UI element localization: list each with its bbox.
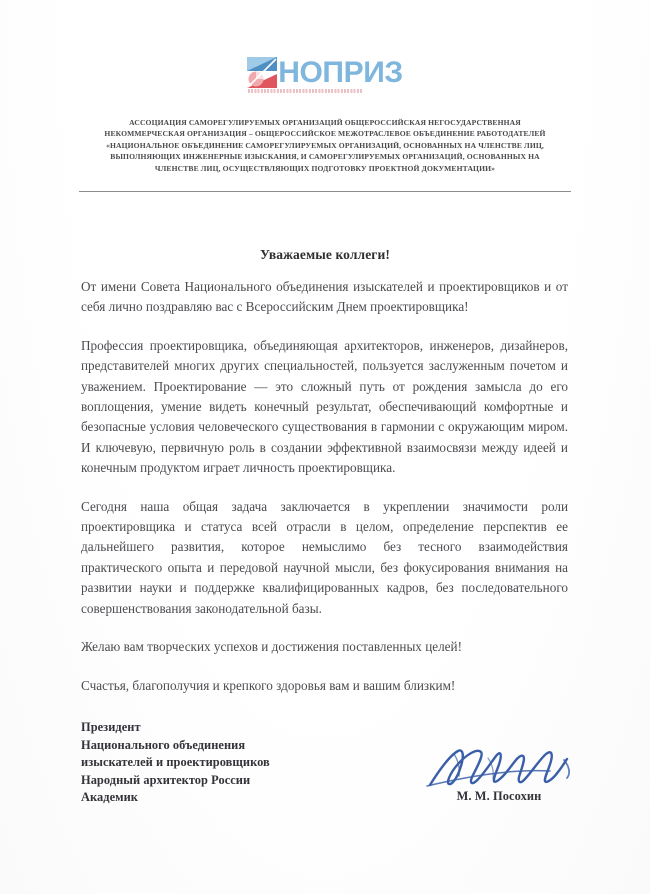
letter-paragraph: Счастья, благополучия и крепкого здоровья вам и вашим близким! <box>81 677 456 693</box>
organization-header <box>72 117 578 174</box>
logo-microtext <box>248 89 362 93</box>
org-header-line: ЧЛЕНСТВЕ ЛИЦ, ОСУЩЕСТВЛЯЮЩИХ ПОДГОТОВКУ ПРОЕКТНОЙ ДОКУМЕНТАЦИИ» <box>154 163 496 173</box>
org-header-line: ВЫПОЛНЯЮЩИХ ИНЖЕНЕРНЫЕ ИЗЫСКАНИЯ, И САМОРЕГУЛИРУЕМЫХ ОРГАНИЗАЦИЙ, ОСНОВАННЫХ НА <box>110 152 540 162</box>
signatory-title-line: Академик <box>81 790 138 805</box>
letter-paragraph: Желаю вам творческих успехов и достижения поставленных целей! <box>81 639 462 655</box>
org-header-line: НЕКОММЕРЧЕСКАЯ ОРГАНИЗАЦИЯ – ОБЩЕРОССИЙСКОЕ МЕЖОТРАСЛЕВОЕ ОБЪЕДИНЕНИЕ РАБОТОДАТЕЛЕЙ <box>104 129 546 139</box>
header-divider <box>79 191 571 192</box>
signatory-title-line: изыскателей и проектировщиков <box>81 755 270 770</box>
noppriz-logo-mark-icon <box>247 57 277 88</box>
letter-paragraph: От имени Совета Национального объединения изыскателей и проектировщиков и от себя лично поздравляю вас с Всероссийским Днем проектировщика! <box>81 279 568 315</box>
signatory-title-line: Народный архитектор России <box>81 772 251 787</box>
signatory-title-line: Национального объединения <box>81 737 246 752</box>
signatory-title <box>81 719 270 807</box>
letter-paragraph: Сегодня наша общая задача заключается в укреплении значимости роли проектировщика и статуса всей отрасли в целом, определение перспектив ее дальнейшего развития, которое немыслимо без тесного взаимодействия практического опыта и передовой научной мысли, без фокусирования внимания на развитии науки и поддержке квалифицированных кадров, без последовательного совершенствования законодательной базы. <box>81 498 568 616</box>
org-header-line: АССОЦИАЦИЯ САМОРЕГУЛИРУЕМЫХ ОРГАНИЗАЦИЙ ОБЩЕРОССИЙСКАЯ НЕГОСУДАРСТВЕННАЯ <box>129 118 521 127</box>
org-header-line: «НАЦИОНАЛЬНОЕ ОБЪЕДИНЕНИЕ САМОРЕГУЛИРУЕМЫХ ОРГАНИЗАЦИЙ, ОСНОВАННЫХ НА ЧЛЕНСТВЕ ЛИЦ, <box>106 140 544 150</box>
letter-paragraph: Профессия проектировщика, объединяющая архитекторов, инженеров, дизайнеров, представителей многих других специальностей, пользуется заслуженным почетом и уважением. Проектирование — это сложный путь от рождения замысла до его воплощения, умение видеть конечный результат, обеспечивающий комфортные и безопасные условия человеческого существования в гармонии с окружающим миром. И ключевую, первичную роль в создании эффективной взаимосвязи между идеей и конечным продуктом играет личность проектировщика. <box>81 337 568 476</box>
letter-body <box>81 277 568 714</box>
signatory-name: М. М. Посохин <box>456 789 542 803</box>
signatory-title-line: Президент <box>81 720 141 734</box>
noppriz-wordmark: НОПРИЗ <box>278 56 403 89</box>
noppriz-logo <box>0 57 650 93</box>
salutation: Уважаемые коллеги! <box>260 247 390 262</box>
